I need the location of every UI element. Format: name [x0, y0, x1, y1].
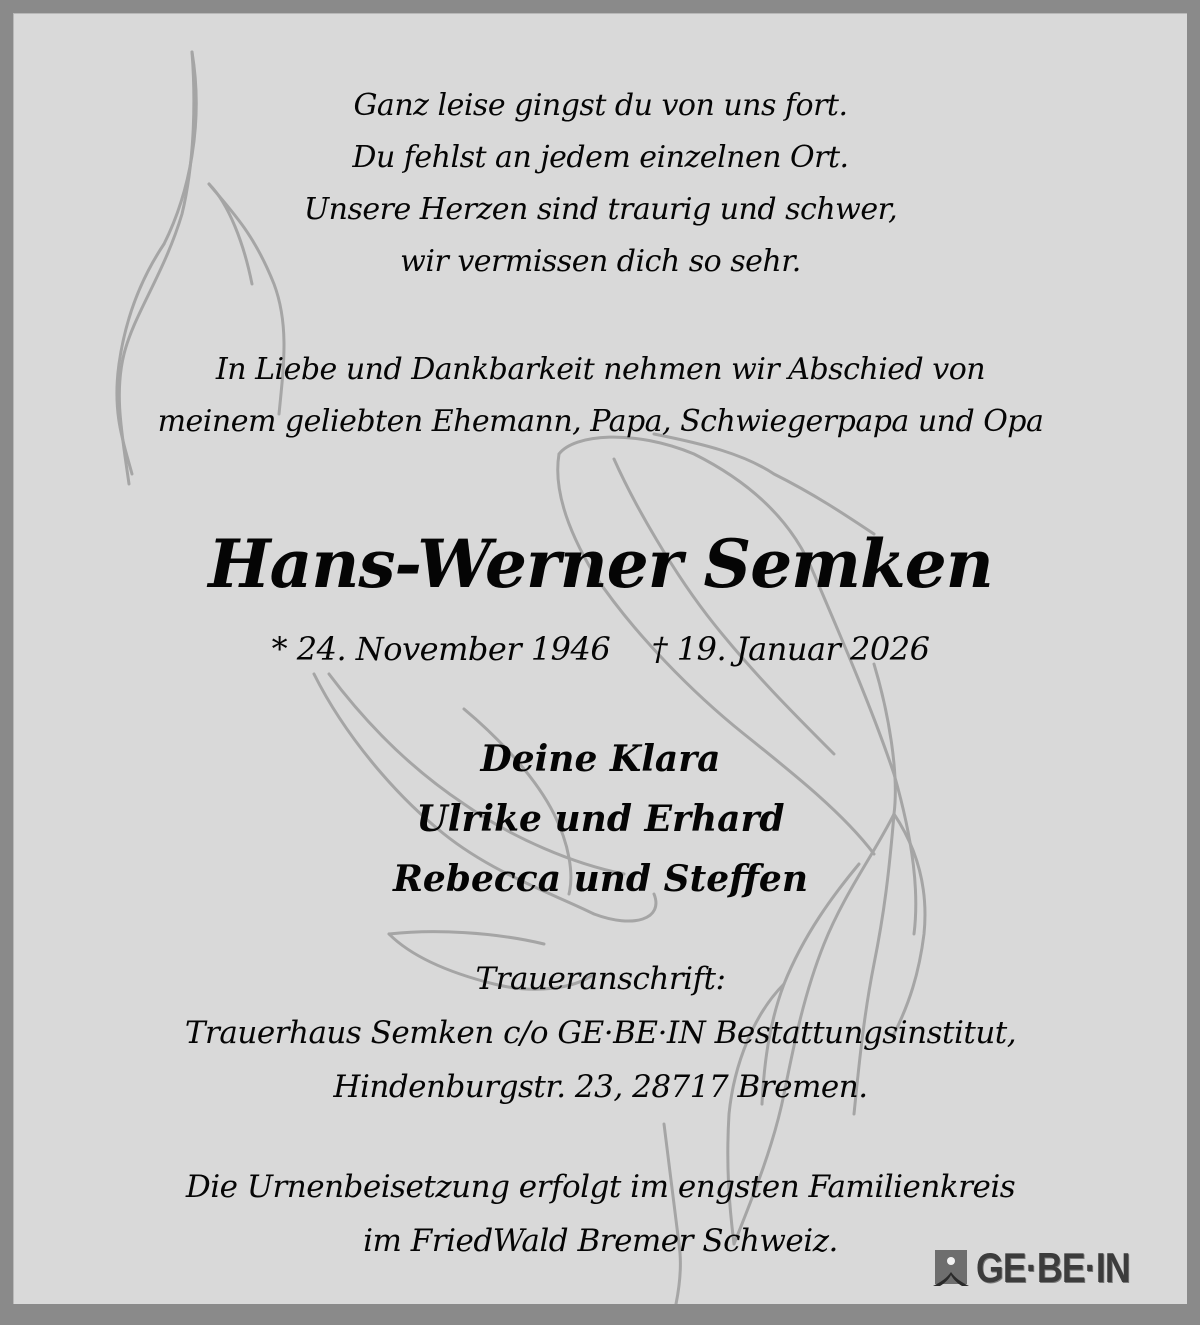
mourner-line: Rebecca und Steffen — [392, 858, 809, 900]
obituary-card — [13, 13, 1187, 1304]
mourner-line: Ulrike und Erhard — [416, 798, 785, 840]
funeral-home-logo — [932, 1244, 1157, 1292]
intro-line: In Liebe und Dankbarkeit nehmen wir Abschied von — [215, 352, 986, 387]
burial-line: im FriedWald Bremer Schweiz. — [363, 1223, 838, 1259]
poem-line: Du fehlst an jedem einzelnen Ort. — [352, 140, 849, 175]
death-cross-icon: † — [651, 630, 668, 668]
poem-verse — [14, 80, 1187, 288]
farewell-intro — [14, 344, 1187, 448]
poem-line: Unsere Herzen sind traurig und schwer, — [303, 192, 898, 227]
burial-line: Die Urnenbeisetzung erfolgt im engsten Familienkreis — [185, 1169, 1016, 1205]
life-dates — [14, 623, 1187, 675]
address-label: Traueranschrift: — [475, 961, 726, 997]
intro-line: meinem geliebten Ehemann, Papa, Schwiegerpapa und Opa — [157, 404, 1044, 439]
mourners-list — [14, 729, 1187, 909]
deceased-name: Hans-Werner Semken — [208, 525, 993, 603]
mourner-line: Deine Klara — [480, 738, 721, 780]
poem-line: wir vermissen dich so sehr. — [400, 244, 801, 279]
poem-line: Ganz leise gingst du von uns fort. — [353, 88, 848, 123]
logo-text: GE·BE·IN — [976, 1244, 1130, 1291]
person-figure-icon — [932, 1248, 970, 1288]
birth-date: 24. November 1946 — [296, 630, 611, 668]
birth-symbol: * — [271, 630, 288, 668]
mourning-address — [14, 952, 1187, 1114]
address-line: Trauerhaus Semken c/o GE·BE·IN Bestattungsinstitut, — [184, 1015, 1017, 1051]
death-date: 19. Januar 2026 — [676, 630, 930, 668]
address-line: Hindenburgstr. 23, 28717 Bremen. — [333, 1069, 868, 1105]
